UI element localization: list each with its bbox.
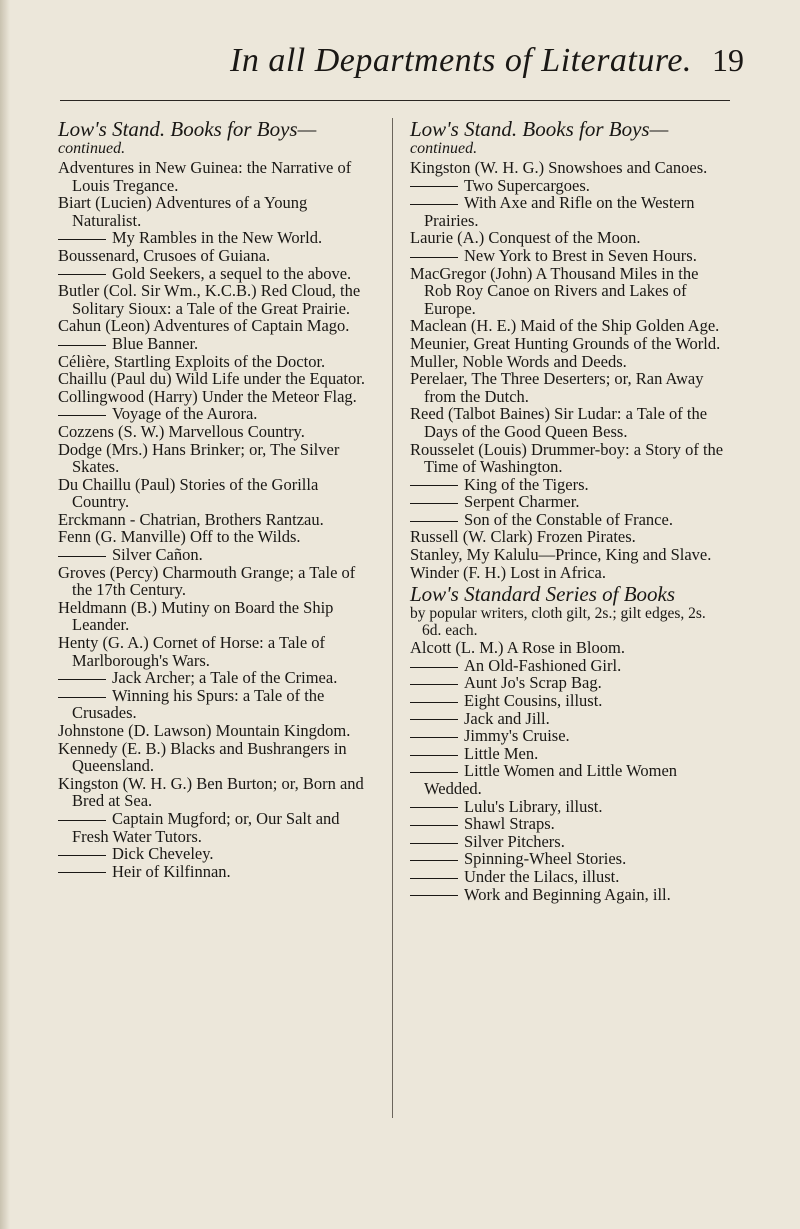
book-entry-text: My Rambles in the New World. bbox=[112, 228, 323, 248]
book-entry-text: Son of the Constable of France. bbox=[464, 509, 673, 529]
book-entry-text: Groves (Percy) Charmouth Grange; a Tale of the 17th Century. bbox=[58, 562, 356, 600]
book-entry bbox=[424, 798, 728, 816]
running-head bbox=[0, 28, 800, 86]
book-entry bbox=[72, 335, 376, 353]
header-rule bbox=[60, 100, 730, 101]
book-entry bbox=[58, 316, 376, 336]
page-edge bbox=[0, 0, 10, 1229]
book-entry-text: Célière, Startling Exploits of the Doctor. bbox=[58, 351, 326, 371]
book-entry bbox=[72, 405, 376, 423]
book-entry-text: Reed (Talbot Baines) Sir Ludar: a Tale of the Days of the Good Queen Bess. bbox=[410, 404, 708, 441]
ditto-dash bbox=[410, 667, 458, 668]
book-entry bbox=[58, 562, 376, 600]
book-entry bbox=[410, 527, 728, 547]
book-entry bbox=[58, 439, 376, 477]
book-entry bbox=[410, 562, 728, 582]
ditto-dash bbox=[58, 415, 106, 416]
book-entry-text: Butler (Col. Sir Wm., K.C.B.) Red Cloud, the Solitary Sioux: a Tale of the Great Prairie. bbox=[58, 281, 361, 318]
book-entry-text: Under the Lilacs, illust. bbox=[464, 866, 620, 886]
book-entry bbox=[58, 773, 376, 811]
ditto-dash bbox=[58, 274, 106, 275]
book-entry-text: Henty (G. A.) Cornet of Horse: a Tale of Marlborough's Wars. bbox=[58, 633, 326, 670]
book-entry bbox=[424, 194, 728, 229]
book-entry-text: Captain Mugford; or, Our Salt and Fresh Water Tutors. bbox=[72, 808, 340, 846]
book-entry bbox=[410, 351, 728, 371]
book-entry bbox=[424, 727, 728, 745]
standard-series-title: Low's Standard Series of Books bbox=[410, 582, 676, 607]
book-entry bbox=[72, 265, 376, 283]
book-entry-text: Serpent Charmer. bbox=[464, 492, 580, 512]
section-title: Low's Stand. Books for Boys— bbox=[410, 117, 669, 141]
book-entry-text: Cozzens (S. W.) Marvellous Country. bbox=[58, 421, 305, 441]
book-entry-text: Collingwood (Harry) Under the Meteor Flag. bbox=[58, 386, 357, 406]
ditto-dash bbox=[410, 503, 458, 504]
ditto-dash bbox=[410, 684, 458, 685]
book-entry bbox=[72, 546, 376, 564]
book-entry-text: Boussenard, Crusoes of Guiana. bbox=[58, 245, 271, 265]
section-title: Low's Stand. Books for Boys— bbox=[58, 117, 317, 141]
book-entry bbox=[410, 369, 728, 406]
book-entry-text: Rousselet (Louis) Drummer-boy: a Story of the Time of Washington. bbox=[410, 439, 724, 477]
book-entry bbox=[424, 177, 728, 195]
book-entry-text: King of the Tigers. bbox=[464, 474, 589, 494]
book-entry bbox=[424, 745, 728, 763]
book-entry-text: Little Men. bbox=[464, 743, 539, 763]
book-entry-text: Johnstone (D. Lawson) Mountain Kingdom. bbox=[58, 721, 351, 740]
entry-list bbox=[410, 639, 728, 903]
book-entry bbox=[424, 674, 728, 692]
book-entry-text: Lulu's Library, illust. bbox=[464, 796, 603, 816]
section-continued: continued. bbox=[58, 140, 126, 157]
book-entry bbox=[58, 597, 376, 635]
book-entry-text: Silver Pitchers. bbox=[464, 831, 565, 851]
book-entry-text: Biart (Lucien) Adventures of a Young Naturalist. bbox=[58, 193, 308, 230]
book-entry bbox=[72, 687, 376, 722]
book-entry-text: Winning his Spurs: a Tale of the Crusades. bbox=[72, 685, 325, 723]
ditto-dash bbox=[410, 825, 458, 826]
ditto-dash bbox=[410, 702, 458, 703]
book-entry bbox=[72, 810, 376, 845]
book-entry bbox=[424, 815, 728, 833]
ditto-dash bbox=[410, 843, 458, 844]
ditto-dash bbox=[58, 820, 106, 821]
ditto-dash bbox=[410, 860, 458, 861]
book-entry bbox=[424, 762, 728, 797]
book-entry-text: Erckmann - Chatrian, Brothers Rantzau. bbox=[58, 509, 324, 529]
book-entry bbox=[424, 886, 728, 904]
ditto-dash bbox=[410, 257, 458, 258]
book-entry bbox=[424, 511, 728, 529]
book-entry bbox=[72, 845, 376, 863]
book-entry-text: Heldmann (B.) Mutiny on Board the Ship Leander. bbox=[58, 597, 334, 635]
book-entry-text: Laurie (A.) Conquest of the Moon. bbox=[410, 228, 641, 248]
book-entry bbox=[410, 158, 728, 177]
book-entry bbox=[424, 850, 728, 868]
book-entry-text: Gold Seekers, a sequel to the above. bbox=[112, 263, 352, 283]
book-entry-text: Eight Cousins, illust. bbox=[464, 691, 603, 711]
book-entry-text: Du Chaillu (Paul) Stories of the Gorilla Country. bbox=[58, 474, 319, 512]
book-entry bbox=[424, 833, 728, 851]
ditto-dash bbox=[410, 895, 458, 896]
ditto-dash bbox=[58, 679, 106, 680]
book-entry-text: Russell (W. Clark) Frozen Pirates. bbox=[410, 527, 636, 547]
book-entry-text: Two Supercargoes. bbox=[464, 175, 590, 195]
book-entry bbox=[58, 351, 376, 371]
book-entry bbox=[72, 863, 376, 881]
book-entry bbox=[424, 247, 728, 265]
right-column bbox=[410, 118, 728, 903]
ditto-dash bbox=[410, 807, 458, 808]
book-entry-text: Silver Cañon. bbox=[112, 545, 203, 565]
book-entry bbox=[58, 633, 376, 670]
book-entry bbox=[58, 245, 376, 265]
book-entry-text: Kingston (W. H. G.) Snowshoes and Canoes. bbox=[410, 158, 708, 177]
book-entry-text: An Old-Fashioned Girl. bbox=[464, 655, 622, 675]
ditto-dash bbox=[58, 345, 106, 346]
ditto-dash bbox=[58, 556, 106, 557]
book-entry-text: Spinning-Wheel Stories. bbox=[464, 849, 627, 869]
ditto-dash bbox=[58, 872, 106, 873]
book-entry bbox=[58, 721, 376, 740]
book-entry bbox=[58, 386, 376, 406]
book-entry-text: Chaillu (Paul du) Wild Life under the Equator. bbox=[58, 369, 365, 389]
ditto-dash bbox=[58, 697, 106, 698]
book-entry-text: Meunier, Great Hunting Grounds of the World. bbox=[410, 333, 721, 353]
book-entry bbox=[58, 193, 376, 230]
book-entry-text: Fenn (G. Manville) Off to the Wilds. bbox=[58, 527, 301, 547]
book-entry-text: Cahun (Leon) Adventures of Captain Mago. bbox=[58, 316, 350, 336]
page-number: 19 bbox=[712, 42, 744, 78]
book-entry bbox=[410, 316, 728, 336]
book-entry bbox=[410, 638, 728, 658]
ditto-dash bbox=[410, 772, 458, 773]
ditto-dash bbox=[410, 186, 458, 187]
ditto-dash bbox=[410, 737, 458, 738]
book-entry-text: Adventures in New Guinea: the Narrative of Louis Tregance. bbox=[58, 158, 352, 195]
book-entry bbox=[424, 476, 728, 494]
running-title: In all Departments of Literature. bbox=[230, 42, 692, 79]
book-entry-text: Dodge (Mrs.) Hans Brinker; or, The Silver Skates. bbox=[58, 439, 340, 477]
book-entry-text: Jack and Jill. bbox=[464, 708, 550, 728]
book-entry-text: Little Women and Little Women Wedded. bbox=[424, 761, 678, 798]
book-entry-text: Jack Archer; a Tale of the Crimea. bbox=[112, 668, 338, 688]
book-entry-text: Muller, Noble Words and Deeds. bbox=[410, 351, 627, 371]
book-entry-text: MacGregor (John) A Thousand Miles in the Rob Roy Canoe on Rivers and Lakes of Europe. bbox=[410, 263, 699, 318]
book-entry bbox=[410, 228, 728, 248]
standard-series-note: by popular writers, cloth gilt, 2s.; gilt edges, 2s. 6d. each. bbox=[410, 605, 706, 640]
book-entry bbox=[410, 263, 728, 318]
book-entry bbox=[58, 738, 376, 776]
book-entry bbox=[58, 369, 376, 389]
book-entry-text: Jimmy's Cruise. bbox=[464, 726, 570, 746]
column-divider bbox=[392, 118, 393, 1118]
section-continued: continued. bbox=[410, 140, 478, 157]
book-entry bbox=[72, 229, 376, 247]
book-entry bbox=[410, 333, 728, 353]
book-entry-text: Voyage of the Aurora. bbox=[112, 404, 258, 424]
book-entry-text: Heir of Kilfinnan. bbox=[112, 861, 231, 881]
book-entry bbox=[58, 474, 376, 512]
book-entry-text: Perelaer, The Three Deserters; or, Ran Away from the Dutch. bbox=[410, 369, 704, 406]
ditto-dash bbox=[410, 755, 458, 756]
book-entry-text: Kingston (W. H. G.) Ben Burton; or, Born and Bred at Sea. bbox=[58, 773, 364, 811]
left-column bbox=[58, 118, 376, 880]
book-entry-text: New York to Brest in Seven Hours. bbox=[464, 245, 697, 265]
entry-list bbox=[410, 159, 728, 581]
book-entry bbox=[424, 493, 728, 511]
book-entry-text: Maclean (H. E.) Maid of the Ship Golden Age. bbox=[410, 316, 720, 336]
book-entry-text: Aunt Jo's Scrap Bag. bbox=[464, 673, 602, 693]
book-entry bbox=[424, 692, 728, 710]
book-entry bbox=[58, 421, 376, 441]
book-entry bbox=[424, 868, 728, 886]
book-entry bbox=[410, 439, 728, 477]
book-entry bbox=[424, 657, 728, 675]
book-entry bbox=[58, 158, 376, 195]
book-entry bbox=[58, 509, 376, 529]
book-entry bbox=[424, 710, 728, 728]
book-entry-text: Kennedy (E. B.) Blacks and Bushrangers in Queensland. bbox=[58, 738, 347, 776]
book-entry bbox=[72, 669, 376, 687]
ditto-dash bbox=[410, 719, 458, 720]
book-entry bbox=[58, 527, 376, 547]
book-entry bbox=[410, 404, 728, 441]
ditto-dash bbox=[58, 855, 106, 856]
ditto-dash bbox=[410, 521, 458, 522]
book-entry-text: With Axe and Rifle on the Western Prairies. bbox=[424, 193, 695, 230]
ditto-dash bbox=[410, 204, 458, 205]
book-entry-text: Alcott (L. M.) A Rose in Bloom. bbox=[410, 638, 625, 658]
book-entry-text: Work and Beginning Again, ill. bbox=[464, 884, 671, 904]
book-entry-text: Winder (F. H.) Lost in Africa. bbox=[410, 562, 606, 582]
ditto-dash bbox=[58, 239, 106, 240]
book-entry-text: Blue Banner. bbox=[112, 333, 199, 353]
ditto-dash bbox=[410, 485, 458, 486]
ditto-dash bbox=[410, 878, 458, 879]
book-entry bbox=[410, 545, 728, 565]
book-entry bbox=[58, 281, 376, 318]
book-entry-text: Dick Cheveley. bbox=[112, 844, 214, 864]
entry-list bbox=[58, 159, 376, 880]
book-entry-text: Stanley, My Kalulu—Prince, King and Slave. bbox=[410, 545, 712, 565]
book-entry-text: Shawl Straps. bbox=[464, 814, 555, 834]
